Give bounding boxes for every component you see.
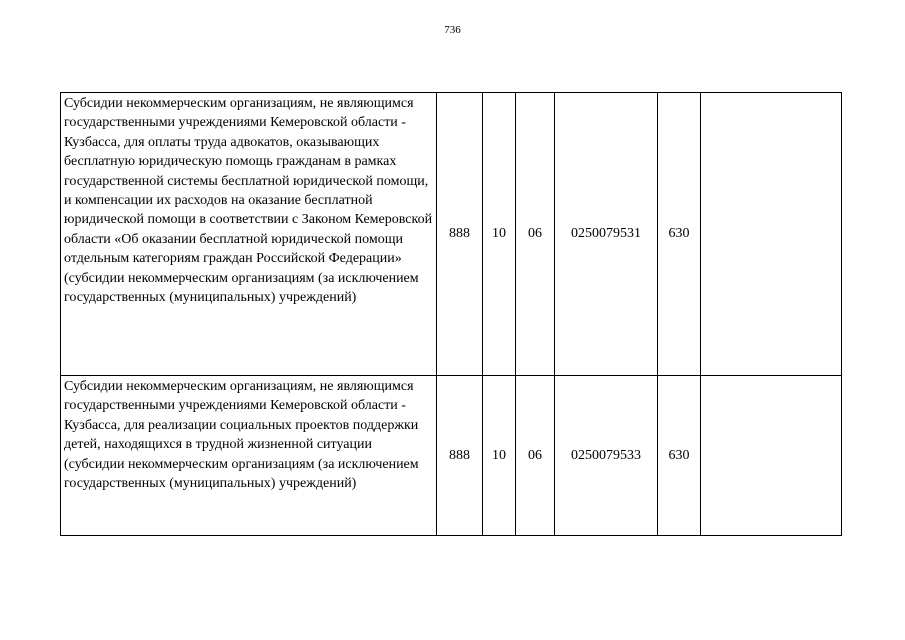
row-description-cell — [61, 376, 437, 536]
target-article-cell — [555, 376, 658, 536]
expense-type-code: 630 — [668, 447, 690, 463]
amount-cell — [701, 376, 842, 536]
section-code-cell — [483, 376, 516, 536]
section-code: 10 — [492, 226, 506, 242]
subsection-code: 06 — [528, 226, 542, 242]
ministry-code: 888 — [449, 447, 470, 463]
ministry-code: 888 — [449, 226, 470, 242]
subsection-code-cell — [516, 93, 555, 376]
ministry-code-cell — [437, 93, 483, 376]
target-article-cell — [555, 93, 658, 376]
amount-cell — [701, 93, 842, 376]
table-row — [61, 93, 842, 376]
expense-type-code: 630 — [668, 226, 690, 242]
section-code: 10 — [492, 447, 506, 463]
section-code-cell — [483, 93, 516, 376]
page-number: 736 — [444, 24, 461, 36]
expense-type-cell — [658, 93, 701, 376]
subsection-code-cell — [516, 376, 555, 536]
ministry-code-cell — [437, 376, 483, 536]
row-description: Субсидии некоммерческим организациям, не являющимся государственными учреждениями Кемеровской области - Кузбасса, для оплаты труда адвокатов, оказывающих бесплатную юридическую помощь гражданам в рамках государственной системы бесплатной юридической помощи, и компенсации их расходов на оказание бесплатной юридической помощи в соответствии с Законом Кемеровской области «Об оказании бесплатной юридической помощи отдельным категориям граждан Российской Федерации» (субсидии некоммерческим организациям (за исключением государственных (муниципальных) учреждений) — [64, 96, 433, 306]
budget-table — [60, 92, 842, 536]
row-description-cell — [61, 93, 437, 376]
row-description: Субсидии некоммерческим организациям, не являющимся государственными учреждениями Кемеровской области - Кузбасса, для реализации социальных проектов поддержки детей, находящихся в трудной жизненной ситуации (субсидии некоммерческим организациям (за исключением государственных (муниципальных) учреждений) — [64, 379, 419, 492]
expense-type-cell — [658, 376, 701, 536]
table-row — [61, 376, 842, 536]
subsection-code: 06 — [528, 447, 542, 463]
target-article-code: 0250079531 — [571, 226, 641, 242]
target-article-code: 0250079533 — [571, 447, 641, 463]
